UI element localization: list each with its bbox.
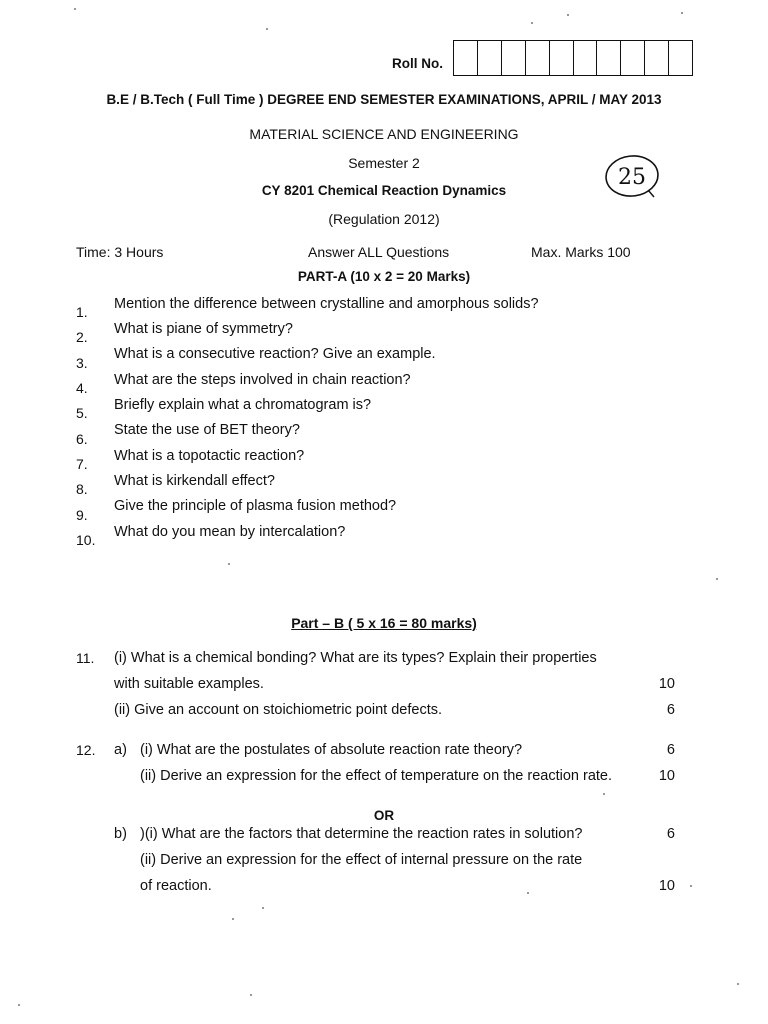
- roll-number-cell[interactable]: [550, 41, 574, 75]
- roll-number-cell[interactable]: [669, 41, 692, 75]
- scan-speck: [603, 793, 605, 795]
- question-number: 3.: [76, 355, 88, 371]
- course-title: CY 8201 Chemical Reaction Dynamics: [261, 183, 507, 198]
- scan-speck: [567, 14, 569, 16]
- question-text: What are the steps involved in chain reaction?: [114, 372, 411, 388]
- or-separator: OR: [373, 808, 395, 823]
- scan-speck: [228, 563, 230, 565]
- question-text: with suitable examples.: [114, 676, 264, 692]
- question-marks: 10: [658, 878, 675, 894]
- question-number: 12.: [76, 742, 96, 758]
- option-label: a): [114, 742, 127, 758]
- scan-speck: [737, 983, 739, 985]
- question-number: 11.: [76, 650, 95, 666]
- question-number: 1.: [76, 304, 88, 320]
- question-text: Give the principle of plasma fusion method?: [114, 498, 397, 514]
- question-text: Mention the difference between crystalline and amorphous solids?: [114, 296, 539, 312]
- question-text: What is a consecutive reaction? Give an example.: [114, 346, 436, 362]
- roll-number-boxes[interactable]: [453, 40, 693, 76]
- scan-speck: [262, 907, 264, 909]
- svg-text:25: 25: [618, 165, 646, 190]
- roll-number-label: Roll No.: [392, 56, 443, 71]
- question-number: 9.: [76, 507, 88, 523]
- instruction-text: Answer ALL Questions: [308, 244, 450, 260]
- roll-number-cell[interactable]: [502, 41, 526, 75]
- question-marks: 6: [666, 742, 675, 758]
- question-number: 4.: [76, 380, 88, 396]
- question-number: 8.: [76, 481, 88, 497]
- max-marks: Max. Marks 100: [531, 244, 631, 260]
- question-number: 2.: [76, 329, 88, 345]
- question-text: What is kirkendall effect?: [114, 473, 275, 489]
- roll-number-cell[interactable]: [645, 41, 669, 75]
- question-text: )(i) What are the factors that determine the reaction rates in solution?: [140, 826, 583, 842]
- roll-number-cell[interactable]: [621, 41, 645, 75]
- question-text: (i) What are the postulates of absolute reaction rate theory?: [140, 742, 523, 758]
- scan-speck: [690, 885, 692, 887]
- roll-number-cell[interactable]: [454, 41, 478, 75]
- question-text: What do you mean by intercalation?: [114, 524, 346, 540]
- exam-duration: Time: 3 Hours: [76, 244, 164, 260]
- question-text: of reaction.: [140, 878, 212, 894]
- question-text: What is a topotactic reaction?: [114, 448, 305, 464]
- question-number: 10.: [76, 532, 96, 548]
- scan-speck: [232, 918, 234, 920]
- department-title: MATERIAL SCIENCE AND ENGINEERING: [249, 126, 519, 142]
- question-marks: 6: [666, 826, 675, 842]
- question-text: What is piane of symmetry?: [114, 321, 293, 337]
- scan-speck: [266, 28, 268, 30]
- question-text: (ii) Derive an expression for the effect of internal pressure on the rate: [140, 852, 583, 868]
- scan-speck: [74, 8, 76, 10]
- roll-number-cell[interactable]: [574, 41, 598, 75]
- question-number: 5.: [76, 405, 88, 421]
- question-number: 6.: [76, 431, 88, 447]
- scan-speck: [716, 578, 718, 580]
- part-a-heading: PART-A (10 x 2 = 20 Marks): [297, 269, 471, 284]
- question-marks: 10: [658, 768, 675, 784]
- option-label: b): [114, 826, 127, 842]
- question-text: State the use of BET theory?: [114, 422, 300, 438]
- regulation-label: (Regulation 2012): [328, 211, 440, 227]
- question-text: (i) What is a chemical bonding? What are its types? Explain their properties: [114, 650, 597, 666]
- roll-number-cell[interactable]: [597, 41, 621, 75]
- scan-speck: [681, 12, 683, 14]
- question-text: Briefly explain what a chromatogram is?: [114, 397, 372, 413]
- exam-title: B.E / B.Tech ( Full Time ) DEGREE END SEMESTER EXAMINATIONS, APRIL / MAY 2013: [106, 92, 662, 107]
- scan-speck: [527, 892, 529, 894]
- semester-label: Semester 2: [348, 155, 420, 171]
- handwritten-circled-mark: [604, 153, 660, 199]
- scan-speck: [250, 994, 252, 996]
- question-text: (ii) Derive an expression for the effect of temperature on the reaction rate.: [140, 768, 613, 784]
- question-marks: 6: [666, 702, 675, 718]
- question-number: 7.: [76, 456, 88, 472]
- part-b-heading: Part – B ( 5 x 16 = 80 marks): [291, 615, 477, 631]
- scan-speck: [18, 1004, 20, 1006]
- question-text: (ii) Give an account on stoichiometric point defects.: [114, 702, 443, 718]
- roll-number-cell[interactable]: [526, 41, 550, 75]
- question-marks: 10: [658, 676, 675, 692]
- scan-speck: [531, 22, 533, 24]
- roll-number-cell[interactable]: [478, 41, 502, 75]
